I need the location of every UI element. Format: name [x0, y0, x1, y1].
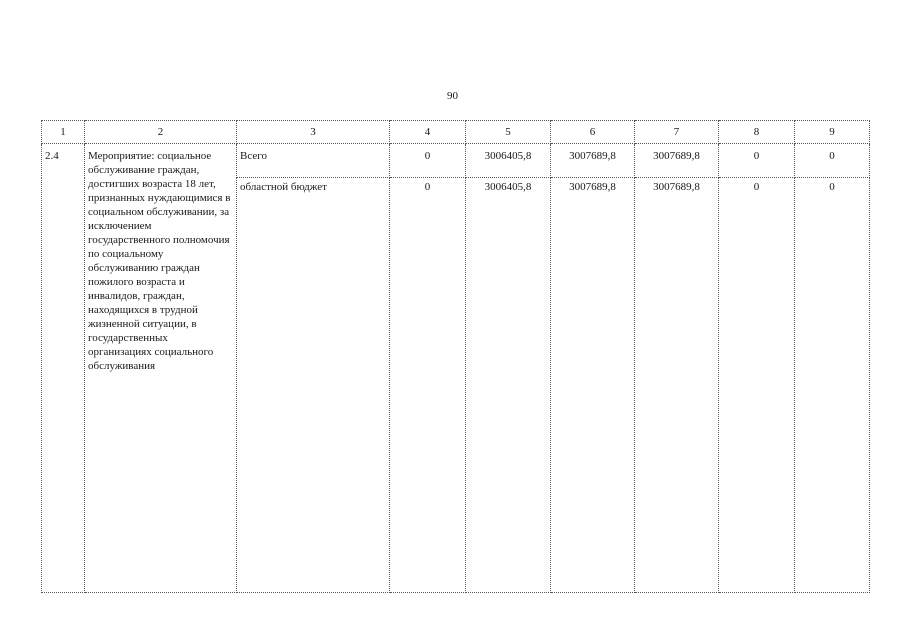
table-cell: 0	[390, 178, 466, 593]
item-description: Мероприятие: социальное обслуживание граждан, достигших возраста 18 лет, признанных нуждающимися в социальном обслуживании, за исключением государственного полномочия по социальному обслуживанию граждан пожилого возраста и инвалидов, граждан, находящихся в трудной жизненной ситуации, в государственных организациях социального обслуживания	[85, 144, 237, 593]
item-number: 2.4	[42, 144, 85, 593]
table-cell: 0	[719, 178, 795, 593]
column-header: 2	[85, 121, 237, 144]
budget-table	[41, 120, 870, 593]
funding-source: областной бюджет	[237, 178, 390, 593]
page-number: 90	[447, 90, 458, 102]
funding-source: Всего	[237, 144, 390, 178]
table-cell: 3007689,8	[635, 144, 719, 178]
column-header: 8	[719, 121, 795, 144]
table-cell: 3006405,8	[466, 144, 551, 178]
table-cell: 3006405,8	[466, 178, 551, 593]
column-header: 5	[466, 121, 551, 144]
table-cell: 3007689,8	[551, 144, 635, 178]
column-header: 9	[795, 121, 870, 144]
table-cell: 0	[795, 144, 870, 178]
table-cell: 3007689,8	[551, 178, 635, 593]
column-header: 6	[551, 121, 635, 144]
table-cell: 0	[390, 144, 466, 178]
column-header: 3	[237, 121, 390, 144]
column-header: 1	[42, 121, 85, 144]
table-cell: 3007689,8	[635, 178, 719, 593]
table-cell: 0	[795, 178, 870, 593]
table-header-row	[42, 121, 870, 144]
column-header: 4	[390, 121, 466, 144]
table-cell: 0	[719, 144, 795, 178]
table-row	[42, 144, 870, 178]
column-header: 7	[635, 121, 719, 144]
